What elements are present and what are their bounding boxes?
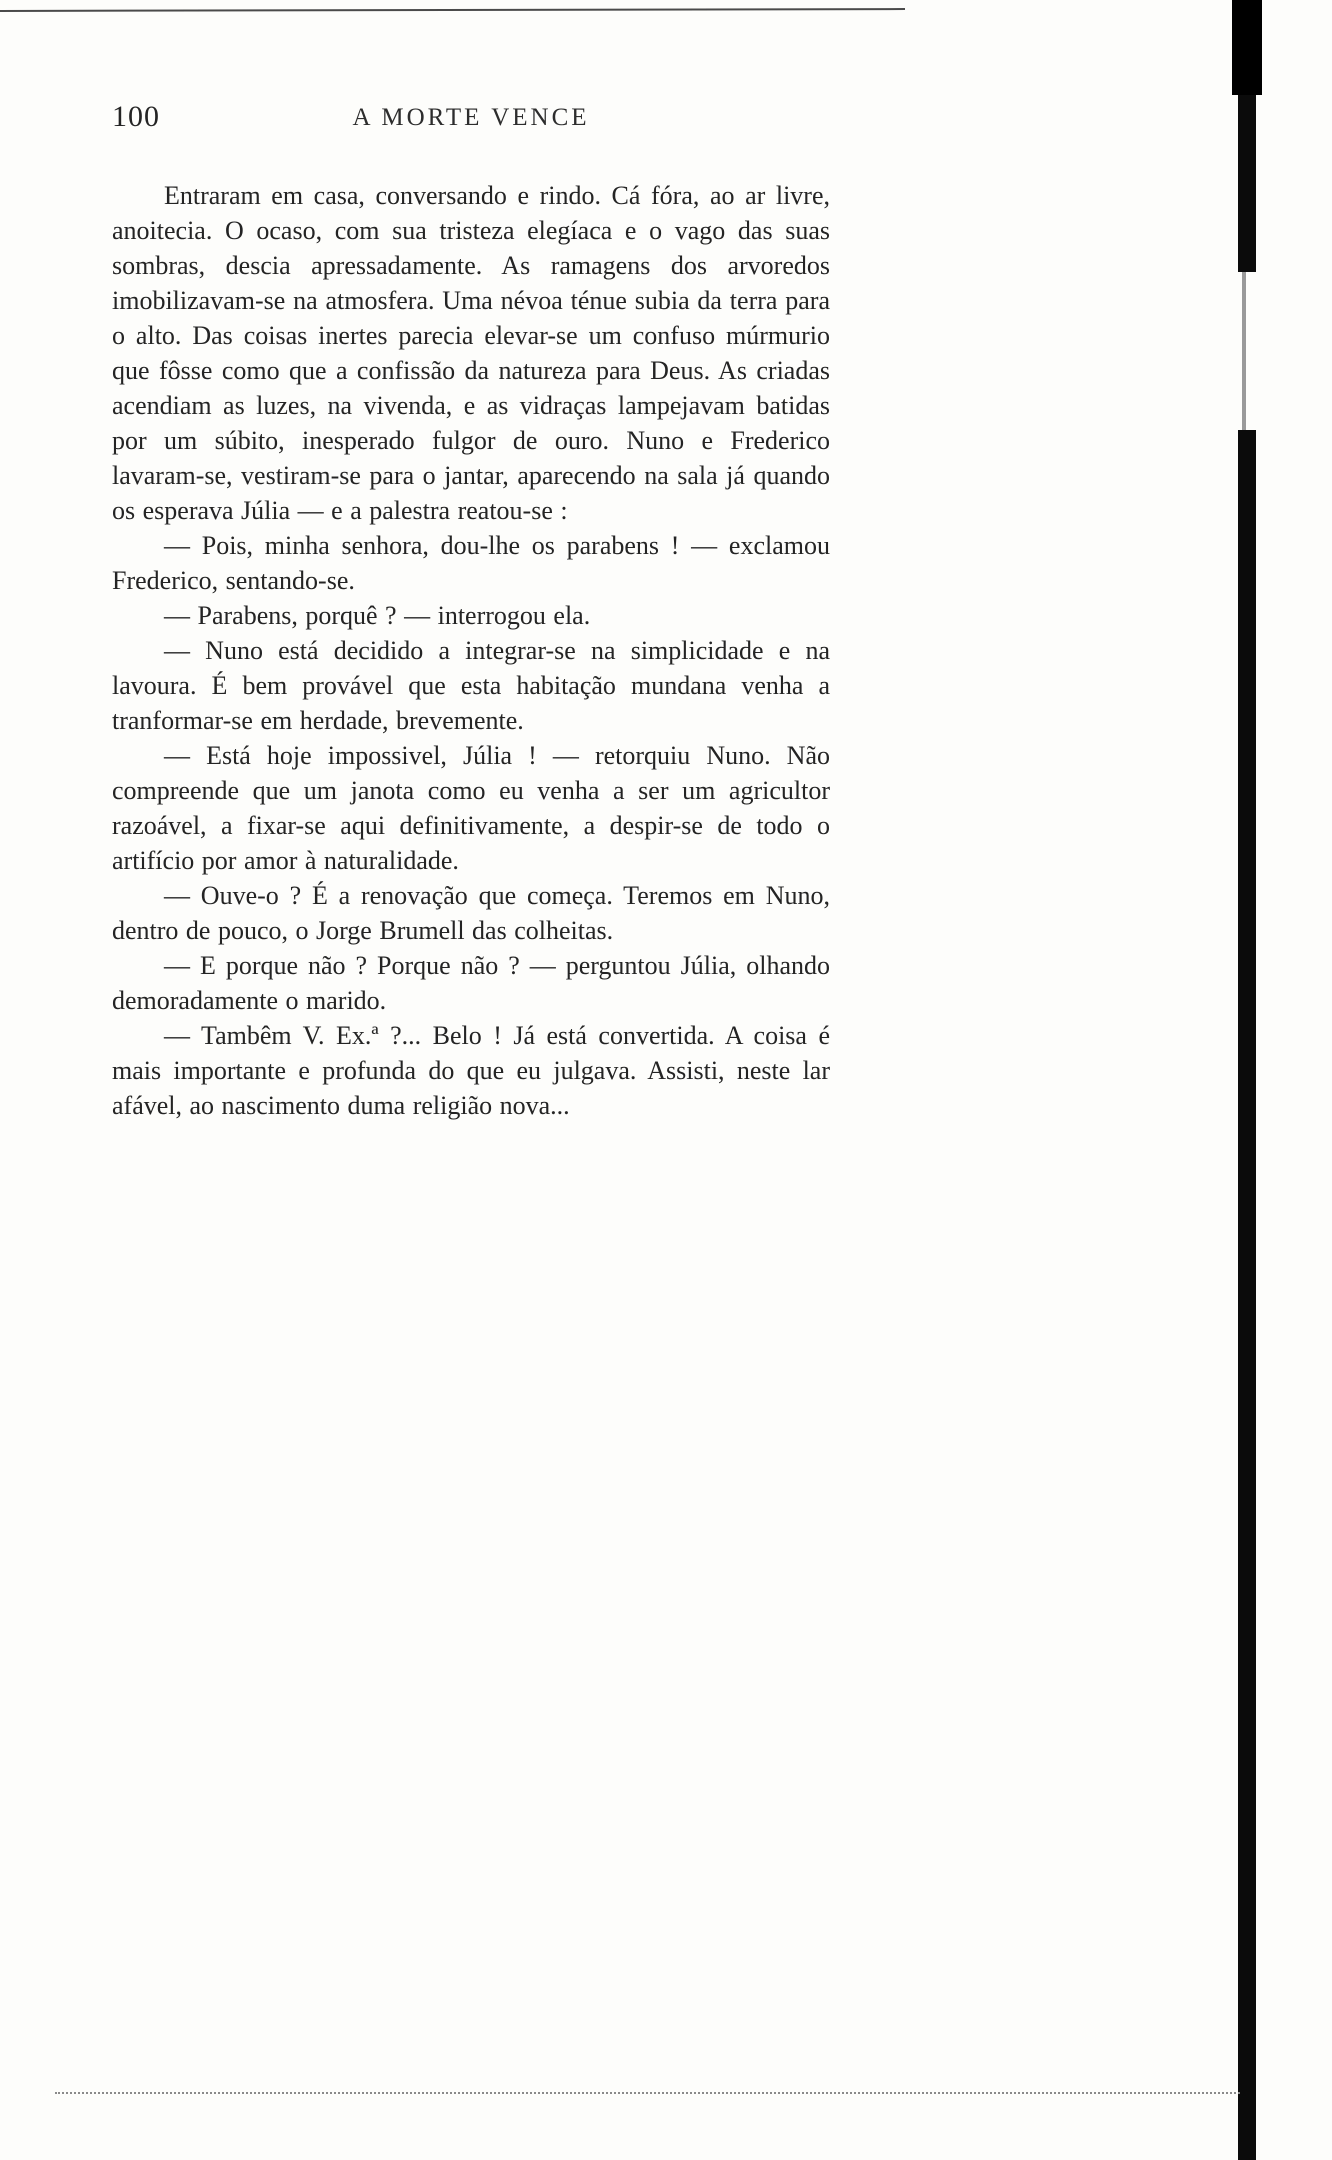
scan-edge-line-top [0, 8, 905, 12]
page-number: 100 [112, 100, 160, 133]
scan-binding-bar-thin-line [1242, 272, 1246, 430]
scan-binding-bar-top [1232, 0, 1262, 95]
paragraph-narration: Entraram em casa, conversando e rindo. Cá fóra, ao ar livre, anoitecia. O ocaso, com sua tristeza elegíaca e o vago das suas sombras, descia apressadamente. As ramagens dos arvoredos imobilizavam-se na atmosfera. Uma névoa ténue subia da terra para o alto. Das coisas inertes parecia elevar-se um confuso múrmurio que fôsse como que a confissão da natureza para Deus. As criadas acendiam as luzes, na vivenda, e as vidraças lampejavam batidas por um súbito, inesperado fulgor de ouro. Nuno e Frederico lavaram-se, vestiram-se para o jantar, aparecendo na sala já quando os esperava Júlia — e a palestra reatou-se : [112, 181, 830, 525]
paragraph-dialogue: — E porque não ? Porque não ? — perguntou Júlia, olhando demoradamente o marido. [112, 951, 830, 1015]
paragraph-dialogue: — Está hoje impossivel, Júlia ! — retorquiu Nuno. Não compreende que um janota como eu venha a ser um agricultor razoável, a fixar-se aqui definitivamente, a despir-se de todo o artifício por amor à naturalidade. [112, 741, 830, 875]
paragraph-dialogue: — Pois, minha senhora, dou-lhe os parabens ! — exclamou Frederico, sentando-se. [112, 531, 830, 595]
scan-edge-line-bottom [55, 2092, 1240, 2094]
page-header [112, 100, 830, 140]
text-block [112, 178, 830, 1123]
paragraph-dialogue: — Parabens, porquê ? — interrogou ela. [164, 601, 591, 630]
running-title: A MORTE VENCE [352, 104, 590, 131]
paragraph-dialogue: — Nuno está decidido a integrar-se na simplicidade e na lavoura. É bem provável que esta habitação mundana venha a tranformar-se em herdade, brevemente. [112, 636, 830, 735]
paragraph-dialogue: — Tambêm V. Ex.ª ?... Belo ! Já está convertida. A coisa é mais importante e profunda do que eu julgava. Assisti, neste lar afável, ao nascimento duma religião nova... [112, 1021, 830, 1120]
paragraph-dialogue: — Ouve-o ? É a renovação que começa. Teremos em Nuno, dentro de pouco, o Jorge Brumell das colheitas. [112, 881, 830, 945]
scan-binding-bar-gap [1230, 272, 1266, 430]
